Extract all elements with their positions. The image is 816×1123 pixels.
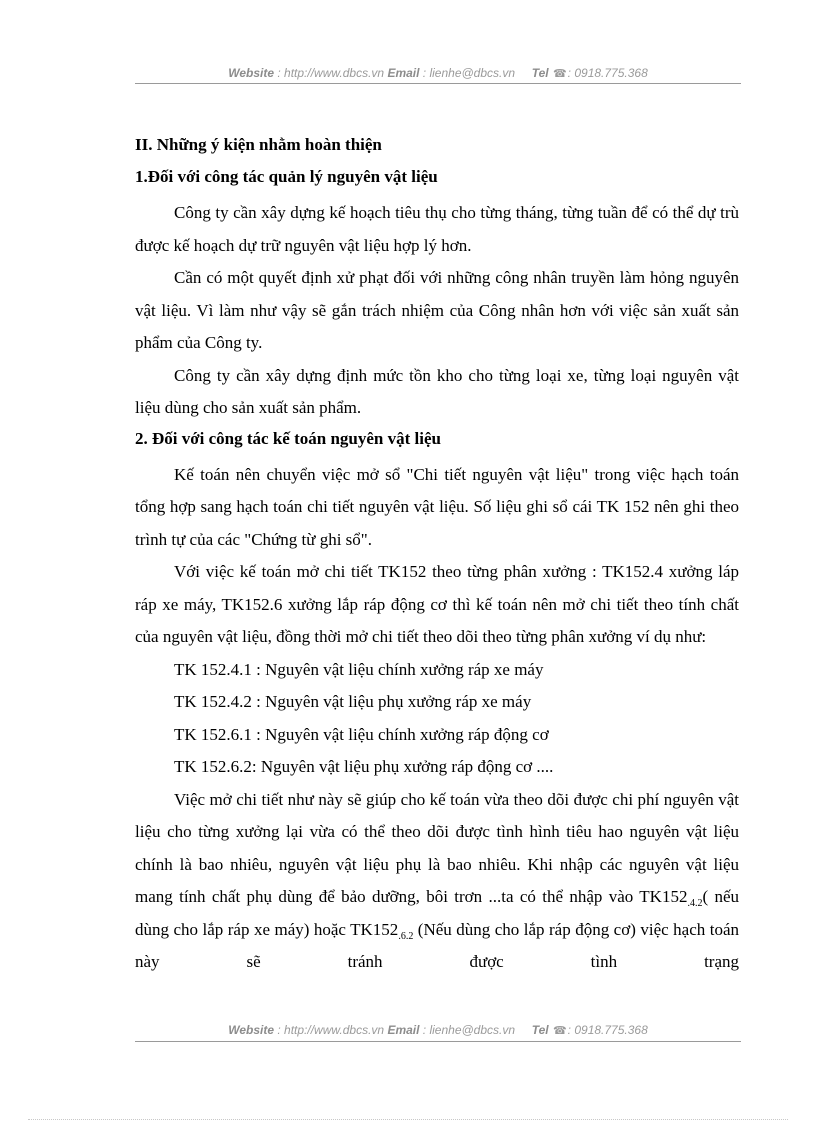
footer-website-value[interactable]: : http://www.dbcs.vn xyxy=(277,1023,385,1037)
header-tel-label: Tel xyxy=(531,66,549,80)
footer-tel-value: : 0918.775.368 xyxy=(567,1023,648,1037)
account-line: TK 152.4.1 : Nguyên vật liệu chính xưởng ráp xe máy xyxy=(174,659,544,679)
account-line: TK 152.6.2: Nguyên vật liệu phụ xưởng ráp động cơ .... xyxy=(174,757,554,776)
paragraph xyxy=(135,784,739,979)
header-tel-value: : 0918.775.368 xyxy=(567,66,648,80)
header-rule xyxy=(135,83,741,84)
header-website-value[interactable]: : http://www.dbcs.vn xyxy=(277,66,385,80)
page-footer xyxy=(135,1023,741,1037)
paragraph-text: (Nếu dùng cho lắp ráp động cơ) việc hạch toán này sẽ tránh được tình trạng xyxy=(135,919,739,971)
footer-website-label: Website xyxy=(228,1023,275,1037)
page-edge-divider xyxy=(28,1119,788,1120)
subsection-title-1: 1.Đối với công tác quản lý nguyên vật liệu xyxy=(135,167,438,186)
footer-email-value[interactable]: : lienhe@dbcs.vn xyxy=(422,1023,516,1037)
paragraph-text: ( nếu dùng cho lắp ráp xe máy) hoặc TK152 xyxy=(135,887,739,939)
paragraph-text: Việc mở chi tiết như này sẽ giúp cho kế toán vừa theo dõi được chi phí nguyên vật liệu cho từng xưởng lại vừa có thể theo dõi được tình hình tiêu hao nguyên vật liệu chính là bao nhiêu, nguyên vật liệu phụ là bao nhiêu. Khi nhập các nguyên vật liệu mang tính chất phụ dùng để bảo dưỡng, bôi trơn ...ta có thể nhập vào TK152 xyxy=(135,789,739,906)
paragraph: Công ty cần xây dựng kế hoạch tiêu thụ cho từng tháng, từng tuần để có thể dự trù được kế hoạch dự trữ nguyên vật liệu hợp lý hơn. xyxy=(135,203,739,255)
footer-tel-label: Tel xyxy=(531,1023,549,1037)
document-body xyxy=(135,133,739,979)
footer-email-label: Email xyxy=(387,1023,420,1037)
phone-icon: ☎ xyxy=(552,68,567,80)
subsection-title-2: 2. Đối với công tác kế toán nguyên vật liệu xyxy=(135,428,441,448)
paragraph: Với việc kế toán mở chi tiết TK152 theo từng phân xưởng : TK152.4 xưởng láp ráp xe máy, TK152.6 xưởng lắp ráp động cơ thì kế toán nên mở chi tiết theo tính chất của nguyên vật liệu, đồng thời mở chi tiết theo dõi theo từng phân xưởng ví dụ như: xyxy=(135,562,739,646)
paragraph: Kế toán nên chuyển việc mở sổ "Chi tiết nguyên vật liệu" trong việc hạch toán tổng hợp sang hạch toán chi tiết nguyên vật liệu. Số liệu ghi sổ cái TK 152 nên ghi theo trình tự của các "Chứng từ ghi sổ". xyxy=(135,464,739,549)
header-email-label: Email xyxy=(387,66,420,80)
header-website-label: Website xyxy=(228,66,275,80)
subscript: .6.2 xyxy=(398,930,414,942)
page-header xyxy=(135,66,741,80)
subscript: .4.2 xyxy=(687,898,703,909)
footer-rule xyxy=(135,1041,741,1042)
paragraph: Cần có một quyết định xử phạt đối với những công nhân truyền làm hỏng nguyên vật liệu. Vì làm như vậy sẽ gắn trách nhiệm của Công nhân hơn với việc sản xuất sản phẩm của Công ty. xyxy=(135,268,739,352)
phone-icon: ☎ xyxy=(552,1025,567,1037)
account-line: TK 152.4.2 : Nguyên vật liệu phụ xưởng ráp xe máy xyxy=(174,692,532,711)
section-title: II. Những ý kiện nhằm hoàn thiện xyxy=(135,135,382,154)
paragraph: Công ty cần xây dựng định mức tồn kho cho từng loại xe, từng loại nguyên vật liệu dùng cho sản xuất sản phẩm. xyxy=(135,365,739,417)
account-line: TK 152.6.1 : Nguyên vật liệu chính xưởng ráp động cơ xyxy=(174,724,549,744)
header-email-value[interactable]: : lienhe@dbcs.vn xyxy=(422,66,516,80)
